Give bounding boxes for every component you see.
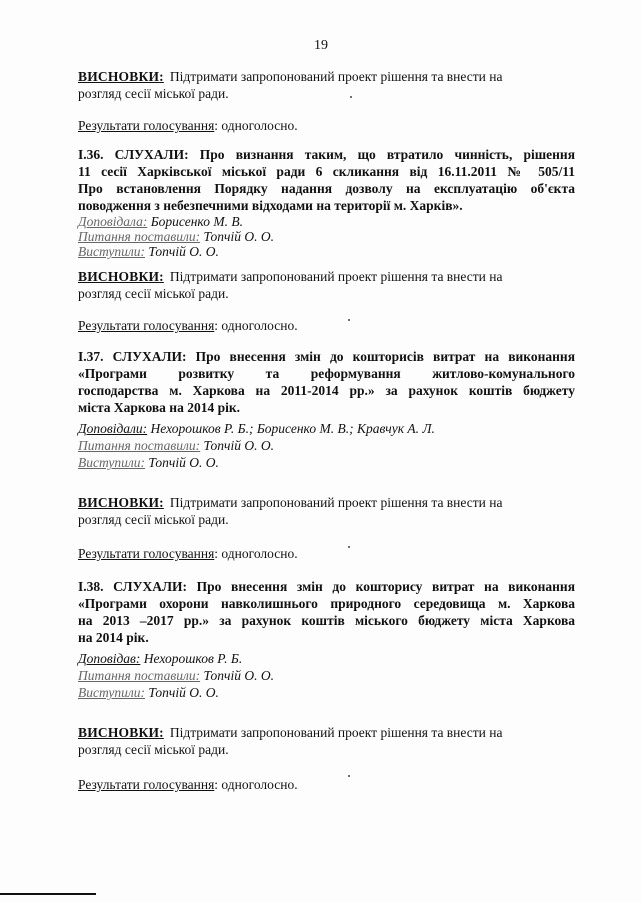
conclusion-block [78,724,575,758]
vote-label: Результати голосування [78,546,215,561]
heard-line: на 2013 –2017 рр.» за рахунок коштів міського бюджету міста Харкова [78,613,575,628]
vote-result [78,117,575,134]
vote-result [78,317,575,334]
heard-line: господарства м. Харкова на 2011-2014 рр.» за рахунок коштів бюджету [78,383,575,398]
vote-value: : одноголосно. [214,118,298,133]
role-label: Питання поставили: [78,668,201,683]
role-label: Доповідали: [78,421,148,436]
vote-result [78,545,575,562]
role-label: Доповідав: [78,651,141,666]
role-value: Топчій О. О. [145,685,219,700]
conclusion-text-cont: розгляд сесії міської ради. [78,286,229,301]
conclusion-label: ВИСНОВКИ: [78,725,164,740]
conclusion-text-cont: розгляд сесії міської ради. [78,86,229,101]
conclusion-text: Підтримати запропонований проект рішення та внести на [169,69,503,84]
conclusion-text-cont: розгляд сесії міської ради. [78,512,229,527]
role-label: Виступили: [78,244,146,259]
speaker-row [78,650,575,667]
heard-line: І.38. СЛУХАЛИ: Про внесення змін до кошторису витрат на виконання [78,579,575,594]
scan-speck [348,775,350,777]
conclusion-label: ВИСНОВКИ: [78,269,164,284]
role-label: Питання поставили: [78,229,201,244]
vote-value: : одноголосно. [214,546,298,561]
heard-line: І.37. СЛУХАЛИ: Про внесення змін до кошторисів витрат на виконання [78,349,575,364]
heard-line: 11 сесії Харківської міської ради 6 скликання від 16.11.2011 № 505/11 [78,164,575,179]
heard-line: на 2014 рік. [78,630,149,645]
scan-speck [350,96,352,98]
role-label: Питання поставили: [78,438,201,453]
heard-item-1-36 [78,146,575,214]
role-value: Топчій О. О. [200,229,274,244]
conclusion-text: Підтримати запропонований проект рішення та внести на [169,725,503,740]
role-value: Топчій О. О. [145,244,219,259]
heard-line: міста Харкова на 2014 рік. [78,400,240,415]
role-value: Топчій О. О. [200,438,274,453]
conclusion-text: Підтримати запропонований проект рішення та внести на [169,495,503,510]
role-value: Топчій О. О. [145,455,219,470]
conclusion-block [78,268,575,302]
conclusion-text: Підтримати запропонований проект рішення та внести на [169,269,503,284]
footer-rule [0,893,96,895]
heard-line: І.36. СЛУХАЛИ: Про визнання таким, що втратило чинність, рішення [78,147,575,162]
vote-result [78,776,575,793]
scan-speck [348,546,350,548]
questions-row [78,437,575,454]
conclusion-label: ВИСНОВКИ: [78,495,164,510]
role-value: Борисенко М. В. [147,214,243,229]
heard-item-1-37 [78,348,575,416]
spoke-row [78,243,575,260]
questions-row [78,667,575,684]
heard-line: Про встановлення Порядку надання дозволу на експлуатацію об'єкта [78,181,575,196]
vote-value: : одноголосно. [214,777,298,792]
heard-line: поводження з небезпечними відходами на території м. Харків». [78,198,463,213]
conclusion-text-cont: розгляд сесії міської ради. [78,742,229,757]
vote-label: Результати голосування [78,118,215,133]
spoke-row [78,684,575,701]
vote-label: Результати голосування [78,318,215,333]
page-number: 19 [314,38,328,53]
role-label: Доповідала: [78,214,148,229]
scan-speck [348,319,350,321]
speaker-row [78,420,575,437]
spoke-row [78,454,575,471]
role-value: Нехорошков Р. Б.; Борисенко М. В.; Кравчук А. Л. [147,421,435,436]
heard-item-1-38 [78,578,575,646]
role-label: Виступили: [78,455,146,470]
conclusion-label: ВИСНОВКИ: [78,69,164,84]
conclusion-block [78,68,575,102]
conclusion-block [78,494,575,528]
role-label: Виступили: [78,685,146,700]
role-value: Нехорошков Р. Б. [140,651,243,666]
role-value: Топчій О. О. [200,668,274,683]
vote-label: Результати голосування [78,777,215,792]
heard-line: «Програми охорони навколишнього природного середовища м. Харкова [78,596,575,611]
heard-line: «Програми розвитку та реформування житлово-комунального [78,366,575,381]
vote-value: : одноголосно. [214,318,298,333]
